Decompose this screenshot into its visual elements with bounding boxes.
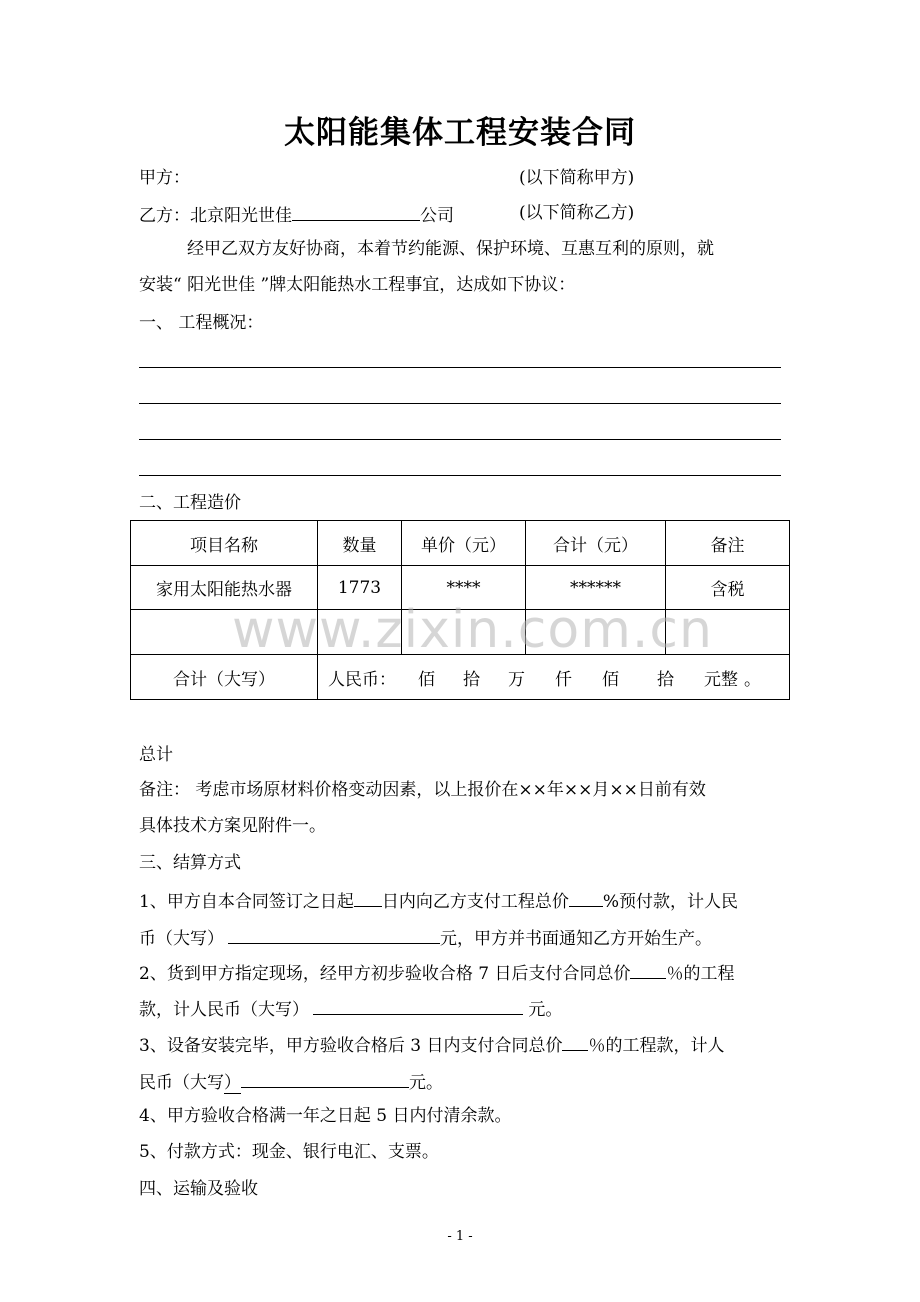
party-b-label: 乙方：北京阳光世佳: [139, 206, 292, 226]
overview-line: [139, 475, 781, 476]
price-table: [130, 520, 790, 700]
total-text: 总计: [139, 745, 173, 765]
payment-item-1-line-2: [139, 928, 712, 948]
intro-line-1: 经甲乙双方友好协商，本着节约能源、保护环境、互惠互利的原则，就: [187, 239, 714, 259]
intro-line-2: 安装“ 阳光世佳 ”牌太阳能热水工程事宜，达成如下协议：: [139, 275, 576, 295]
table-cell: 1773: [318, 566, 402, 610]
table-cell: ******: [526, 566, 666, 610]
party-b-suffix: 公司: [420, 206, 454, 226]
table-cell: [402, 610, 526, 655]
table-header-cell: 单价（元）: [402, 521, 526, 566]
percent-blank: [562, 1035, 588, 1051]
table-header-cell: 项目名称: [131, 521, 318, 566]
total-unit: 拾: [657, 669, 674, 690]
item-text: 币（大写）: [139, 929, 224, 949]
item-text: ％的工程: [666, 964, 735, 984]
total-unit: 元整: [704, 669, 738, 690]
party-b-line: [139, 205, 454, 225]
total-label-cell: 合计（大写）: [131, 655, 318, 700]
section-4-heading: 四、运输及验收: [139, 1179, 258, 1199]
item-text: 款，计人民币（大写）: [139, 1000, 309, 1020]
amount-blank: [313, 999, 523, 1015]
item-text: 元，甲方并书面通知乙方开始生产。: [440, 929, 712, 949]
party-a-note: (以下简称甲方): [519, 168, 635, 188]
payment-item-3-line-2: [139, 1072, 443, 1092]
payment-item-5: 5、付款方式：现金、银行电汇、支票。: [139, 1142, 439, 1162]
table-cell: [666, 610, 790, 655]
payment-item-1-line-1: [139, 891, 738, 911]
table-cell: ****: [402, 566, 526, 610]
total-prefix: 人民币：: [328, 669, 396, 690]
item-text: 1、甲方自本合同签订之日起: [139, 892, 354, 912]
total-unit: 佰: [418, 669, 435, 690]
remark: 备注： 考虑市场原材料价格变动因素，以上报价在××年××月××日前有效: [139, 780, 706, 800]
party-b-note: (以下简称乙方): [519, 203, 635, 223]
total-unit: 仟: [555, 669, 572, 690]
days-blank: [354, 891, 382, 907]
total-unit: 万: [508, 669, 525, 690]
table-row: [131, 566, 790, 610]
item-text: 民币（大写: [139, 1073, 224, 1093]
table-cell: 含税: [666, 566, 790, 610]
table-header-row: [131, 521, 790, 566]
payment-item-2-line-1: [139, 963, 734, 983]
overview-line: [139, 439, 781, 440]
section-3-heading: 三、结算方式: [139, 853, 241, 873]
table-cell: [318, 610, 402, 655]
table-row: [131, 610, 790, 655]
page-number: - 1 -: [447, 1229, 473, 1244]
party-b-blank: [292, 205, 420, 221]
item-text: 元。: [409, 1073, 443, 1093]
table-cell: [131, 610, 318, 655]
overview-line: [139, 367, 781, 368]
party-a-label: 甲方：: [139, 168, 190, 188]
payment-item-2-line-2: [139, 999, 562, 1019]
section-2-heading: 二、工程造价: [139, 493, 241, 513]
section-1-heading: 一、 工程概况：: [139, 313, 264, 333]
payment-item-4: 4、甲方验收合格满一年之日起 5 日内付清余款。: [139, 1106, 512, 1126]
amount-blank: [241, 1072, 409, 1088]
total-unit: 佰: [602, 669, 619, 690]
table-cell: [526, 610, 666, 655]
total-unit: 。: [744, 669, 761, 690]
table-header-cell: 数量: [318, 521, 402, 566]
percent-blank: [630, 963, 666, 979]
item-text: 2、货到甲方指定现场，经甲方初步验收合格 7 日后支付合同总价: [139, 964, 631, 984]
item-text: %预付款，计人民: [602, 892, 738, 912]
table-cell: 家用太阳能热水器: [131, 566, 318, 610]
item-text: ）: [224, 1073, 241, 1093]
table-total-row: [131, 655, 790, 700]
total-amount-cell: [318, 655, 790, 700]
watermark: www.zixin.com.cn: [232, 600, 713, 660]
item-text: ％的工程款，计人: [588, 1036, 725, 1056]
item-text: 日内向乙方支付工程总价: [381, 892, 569, 912]
item-text: 元。: [523, 1000, 563, 1020]
table-header-cell: 合计（元）: [526, 521, 666, 566]
document-title: 太阳能集体工程安装合同: [284, 115, 636, 151]
percent-blank: [569, 891, 603, 907]
payment-item-3-line-1: [139, 1035, 724, 1055]
tech-note: 具体技术方案见附件一。: [139, 816, 326, 836]
item-text: 3、设备安装完毕，甲方验收合格后 3 日内支付合同总价: [139, 1036, 563, 1056]
overview-line: [139, 403, 781, 404]
total-unit: 拾: [463, 669, 480, 690]
amount-blank: [228, 928, 440, 944]
table-header-cell: 备注: [666, 521, 790, 566]
